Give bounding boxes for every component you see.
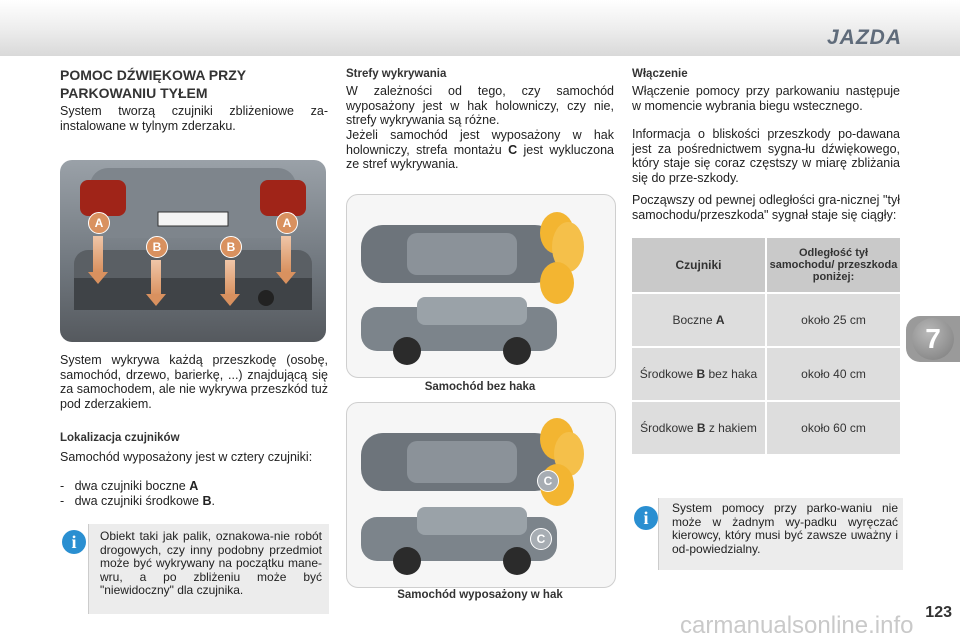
zones-heading: Strefy wykrywania — [346, 68, 447, 80]
activation-heading: Włączenie — [632, 68, 688, 80]
info-icon: i — [634, 506, 658, 530]
location-heading: Lokalizacja czujników — [60, 432, 180, 444]
info-icon: i — [62, 530, 86, 554]
section-title: POMOC DŹWIĘKOWA PRZY PARKOWANIU TYŁEM — [60, 67, 246, 101]
table-header-sensors: Czujniki — [632, 238, 765, 292]
car-with-hitch-illustration — [347, 403, 615, 587]
bullet-center-sensors: - dwa czujniki środkowe B. — [60, 494, 215, 508]
table-row — [632, 402, 900, 454]
table-header-distance: Odległość tył samochodu/ przeszkoda poniżej: — [767, 238, 900, 292]
zones-text-1: W zależności od tego, czy samochód wyposażony jest w hak holowniczy, czy nie, strefy wykrywania są różne. — [346, 84, 614, 127]
location-text: Samochód wyposażony jest w cztery czujniki: — [60, 450, 313, 464]
caption-no-hitch: Samochód bez haka — [424, 381, 536, 393]
figure-car-no-hitch — [346, 194, 616, 378]
sensor-arrow — [151, 260, 161, 296]
sensor-arrow-head — [146, 294, 166, 306]
table-cell-sensor: Środkowe B z hakiem — [632, 402, 765, 454]
info-text-right: System pomocy przy parko-waniu nie może w żadnym wy-padku wyręczać kierowcy, który musi być zawsze uważny i od-powiedzialny. — [672, 501, 898, 556]
table-cell-sensor: Środkowe B bez haka — [632, 348, 765, 400]
detection-zone — [540, 262, 574, 304]
zones-text-2: Jeżeli samochód jest wyposażony w hak holowniczy, strefa montażu C jest wykluczona ze stref wykrywania. — [346, 128, 614, 171]
sensor-arrow-head — [220, 294, 240, 306]
table-cell-sensor: Boczne A — [632, 294, 765, 346]
distance-table — [630, 236, 902, 456]
info-text-left: Obiekt taki jak palik, oznakowa-nie robót drogowych, czy inny podobny przedmiot może być wykrywany na początku mane-wru, a po zbliżeniu może być "niewidoczny" dla czujnika. — [100, 529, 322, 597]
page-header-bar — [0, 0, 960, 56]
table-row — [632, 348, 900, 400]
sensor-arrow — [225, 260, 235, 296]
bullet-side-sensors: - dwa czujniki boczne A — [60, 479, 199, 493]
sensor-arrow-head — [88, 272, 108, 284]
table-row — [632, 294, 900, 346]
sensor-arrow — [93, 236, 103, 272]
chapter-number: 7 — [912, 318, 954, 360]
caption-with-hitch: Samochód wyposażony w hak — [397, 589, 563, 601]
table-cell-distance: około 25 cm — [767, 294, 900, 346]
activation-text-3: Począwszy od pewnej odległości gra-nicznej "tył samochodu/przeszkoda" sygnał staje się ciągły: — [632, 193, 900, 222]
sensor-b-left-label: B — [146, 236, 168, 258]
sensor-a-left-label: A — [88, 212, 110, 234]
chapter-title: JAZDA — [826, 26, 902, 49]
sensor-a-right-label: A — [276, 212, 298, 234]
figure-car-with-hitch — [346, 402, 616, 588]
table-cell-distance: około 60 cm — [767, 402, 900, 454]
sensor-b-right-label: B — [220, 236, 242, 258]
page-number: 123 — [925, 604, 952, 621]
sensor-arrow-head — [276, 272, 296, 284]
hitch-zone-c-label: C — [537, 470, 559, 492]
activation-text-1: Włączenie pomocy przy parkowaniu następuje w momencie wybrania biegu wstecznego. — [632, 84, 900, 113]
sensor-arrow — [281, 236, 291, 272]
table-cell-distance: około 40 cm — [767, 348, 900, 400]
detection-text: System wykrywa każdą przeszkodę (osobę, samochód, drzewo, barierkę, ...) znajdującą się za samochodem, ale nie wykrywa przeszkód tuż pod zderzakiem. — [60, 353, 328, 411]
activation-text-2: Informacja o bliskości przeszkody po-dawana jest za pośrednictwem sygna-łu dźwiękowego, który staje się coraz częstszy w miarę zbliżania się do prze-szkody. — [632, 127, 900, 185]
hitch-c-label: C — [530, 528, 552, 550]
intro-text: System tworzą czujniki zbliżeniowe za-instalowane w tylnym zderzaku. — [60, 104, 328, 133]
car-no-hitch-illustration — [347, 195, 615, 377]
watermark: carmanualsonline.info — [680, 612, 914, 639]
